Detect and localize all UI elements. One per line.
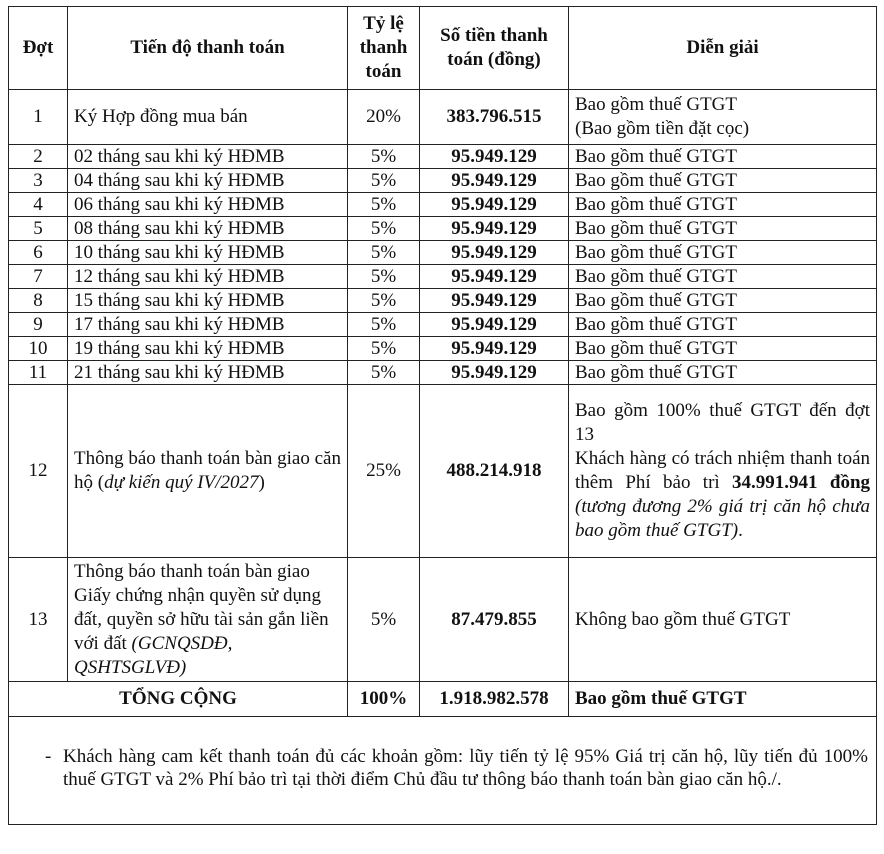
cell-so-tien: 95.949.129	[420, 289, 569, 313]
header-dien-giai: Diễn giải	[569, 7, 877, 90]
dien-giai-line: Bao gồm 100% thuế GTGT đến đợt 13	[575, 400, 870, 445]
cell-ty-le: 5%	[348, 217, 420, 241]
cell-tien-do: 15 tháng sau khi ký HĐMB	[68, 289, 348, 313]
note-row	[9, 717, 877, 825]
cell-ty-le: 20%	[348, 90, 420, 145]
cell-dien-giai: Bao gồm thuế GTGT	[569, 361, 877, 385]
header-ty-le: Tỷ lệ thanh toán	[348, 7, 420, 90]
cell-dien-giai: Bao gồm thuế GTGT	[569, 145, 877, 169]
cell-ty-le: 5%	[348, 145, 420, 169]
cell-dien-giai: Bao gồm thuế GTGT	[569, 241, 877, 265]
table-row	[9, 337, 877, 361]
cell-dot: 13	[9, 558, 68, 682]
cell-tien-do: Ký Hợp đồng mua bán	[68, 90, 348, 145]
cell-so-tien: 95.949.129	[420, 241, 569, 265]
table-row	[9, 90, 877, 145]
dien-giai-line: Bao gồm thuế GTGT	[575, 94, 738, 115]
total-row	[9, 682, 877, 717]
cell-dien-giai	[569, 90, 877, 145]
table-row	[9, 265, 877, 289]
tien-do-text: Thông báo thanh toán bàn giao căn hộ (	[74, 448, 341, 493]
cell-dien-giai: Bao gồm thuế GTGT	[569, 265, 877, 289]
table-row	[9, 145, 877, 169]
cell-tien-do: 19 tháng sau khi ký HĐMB	[68, 337, 348, 361]
note-text: Khách hàng cam kết thanh toán đủ các khoản gồm: lũy tiến tỷ lệ 95% Giá trị căn hộ, lũy tiến đủ 100% thuế GTGT và 2% Phí bảo trì tại thời điểm Chủ đầu tư thông báo thanh toán bàn giao căn hộ./.	[63, 746, 868, 790]
total-ty-le: 100%	[348, 682, 420, 717]
dien-giai-text: Khách hàng có trách nhiệm thanh toán thêm Phí bảo trì	[575, 448, 870, 493]
payment-schedule-table	[8, 6, 877, 825]
cell-dot: 9	[9, 313, 68, 337]
cell-tien-do: 06 tháng sau khi ký HĐMB	[68, 193, 348, 217]
cell-tien-do: 21 tháng sau khi ký HĐMB	[68, 361, 348, 385]
cell-dien-giai: Bao gồm thuế GTGT	[569, 289, 877, 313]
cell-tien-do	[68, 558, 348, 682]
cell-dien-giai: Bao gồm thuế GTGT	[569, 217, 877, 241]
cell-dien-giai: Không bao gồm thuế GTGT	[569, 558, 877, 682]
cell-so-tien: 95.949.129	[420, 145, 569, 169]
tien-do-text: Thông báo thanh toán bàn giao Giấy chứng nhận quyền sử dụng đất, quyền sở hữu tài sản gắn liền với đất	[74, 560, 329, 654]
tien-do-close: )	[258, 472, 265, 493]
note-cell	[9, 717, 877, 825]
cell-tien-do: 08 tháng sau khi ký HĐMB	[68, 217, 348, 241]
maintenance-fee-amount: 34.991.941 đồng	[732, 472, 871, 493]
cell-ty-le: 5%	[348, 289, 420, 313]
header-so-tien: Số tiền thanh toán (đồng)	[420, 7, 569, 90]
cell-dien-giai: Bao gồm thuế GTGT	[569, 193, 877, 217]
cell-tien-do: 12 tháng sau khi ký HĐMB	[68, 265, 348, 289]
dien-giai-line: (Bao gồm tiền đặt cọc)	[575, 118, 750, 139]
cell-ty-le: 5%	[348, 193, 420, 217]
cell-dien-giai: Bao gồm thuế GTGT	[569, 313, 877, 337]
cell-dot: 12	[9, 385, 68, 558]
cell-dien-giai: Bao gồm thuế GTGT	[569, 169, 877, 193]
cell-so-tien: 87.479.855	[420, 558, 569, 682]
total-so-tien: 1.918.982.578	[420, 682, 569, 717]
cell-so-tien: 95.949.129	[420, 361, 569, 385]
total-label: TỔNG CỘNG	[9, 682, 348, 717]
table-row	[9, 385, 877, 558]
tien-do-italic: dự kiến quý IV/2027	[104, 472, 259, 493]
cell-dot: 1	[9, 90, 68, 145]
cell-so-tien: 95.949.129	[420, 337, 569, 361]
table-row	[9, 193, 877, 217]
cell-dot: 4	[9, 193, 68, 217]
table-row	[9, 558, 877, 682]
cell-dot: 2	[9, 145, 68, 169]
total-dien-giai: Bao gồm thuế GTGT	[569, 682, 877, 717]
cell-ty-le: 5%	[348, 361, 420, 385]
cell-dien-giai	[569, 385, 877, 558]
cell-tien-do: 17 tháng sau khi ký HĐMB	[68, 313, 348, 337]
table-row	[9, 217, 877, 241]
table-row	[9, 241, 877, 265]
cell-ty-le: 5%	[348, 313, 420, 337]
cell-ty-le: 25%	[348, 385, 420, 558]
cell-tien-do: 02 tháng sau khi ký HĐMB	[68, 145, 348, 169]
cell-tien-do	[68, 385, 348, 558]
cell-ty-le: 5%	[348, 241, 420, 265]
table-row	[9, 361, 877, 385]
cell-dot: 7	[9, 265, 68, 289]
cell-dot: 10	[9, 337, 68, 361]
cell-ty-le: 5%	[348, 558, 420, 682]
cell-so-tien: 488.214.918	[420, 385, 569, 558]
dien-giai-paragraph	[575, 447, 870, 543]
cell-ty-le: 5%	[348, 265, 420, 289]
cell-dot: 6	[9, 241, 68, 265]
cell-dot: 5	[9, 217, 68, 241]
cell-so-tien: 95.949.129	[420, 265, 569, 289]
cell-ty-le: 5%	[348, 337, 420, 361]
note-bullet: -	[45, 746, 52, 767]
cell-so-tien: 383.796.515	[420, 90, 569, 145]
table-header-row	[9, 7, 877, 90]
cell-tien-do: 10 tháng sau khi ký HĐMB	[68, 241, 348, 265]
tien-do-italic: (GCNQSDĐ, QSHTSGLVĐ)	[74, 632, 233, 678]
dien-giai-end: .	[738, 520, 743, 541]
header-dot: Đợt	[9, 7, 68, 90]
header-tien-do: Tiến độ thanh toán	[68, 7, 348, 90]
cell-dot: 8	[9, 289, 68, 313]
cell-so-tien: 95.949.129	[420, 313, 569, 337]
table-row	[9, 169, 877, 193]
cell-so-tien: 95.949.129	[420, 169, 569, 193]
cell-dot: 11	[9, 361, 68, 385]
cell-so-tien: 95.949.129	[420, 193, 569, 217]
cell-ty-le: 5%	[348, 169, 420, 193]
cell-so-tien: 95.949.129	[420, 217, 569, 241]
table-row	[9, 313, 877, 337]
table-row	[9, 289, 877, 313]
cell-dien-giai: Bao gồm thuế GTGT	[569, 337, 877, 361]
dien-giai-italic: (tương đương 2% giá trị căn hộ chưa bao gồm thuế GTGT)	[575, 496, 870, 541]
cell-tien-do: 04 tháng sau khi ký HĐMB	[68, 169, 348, 193]
cell-dot: 3	[9, 169, 68, 193]
